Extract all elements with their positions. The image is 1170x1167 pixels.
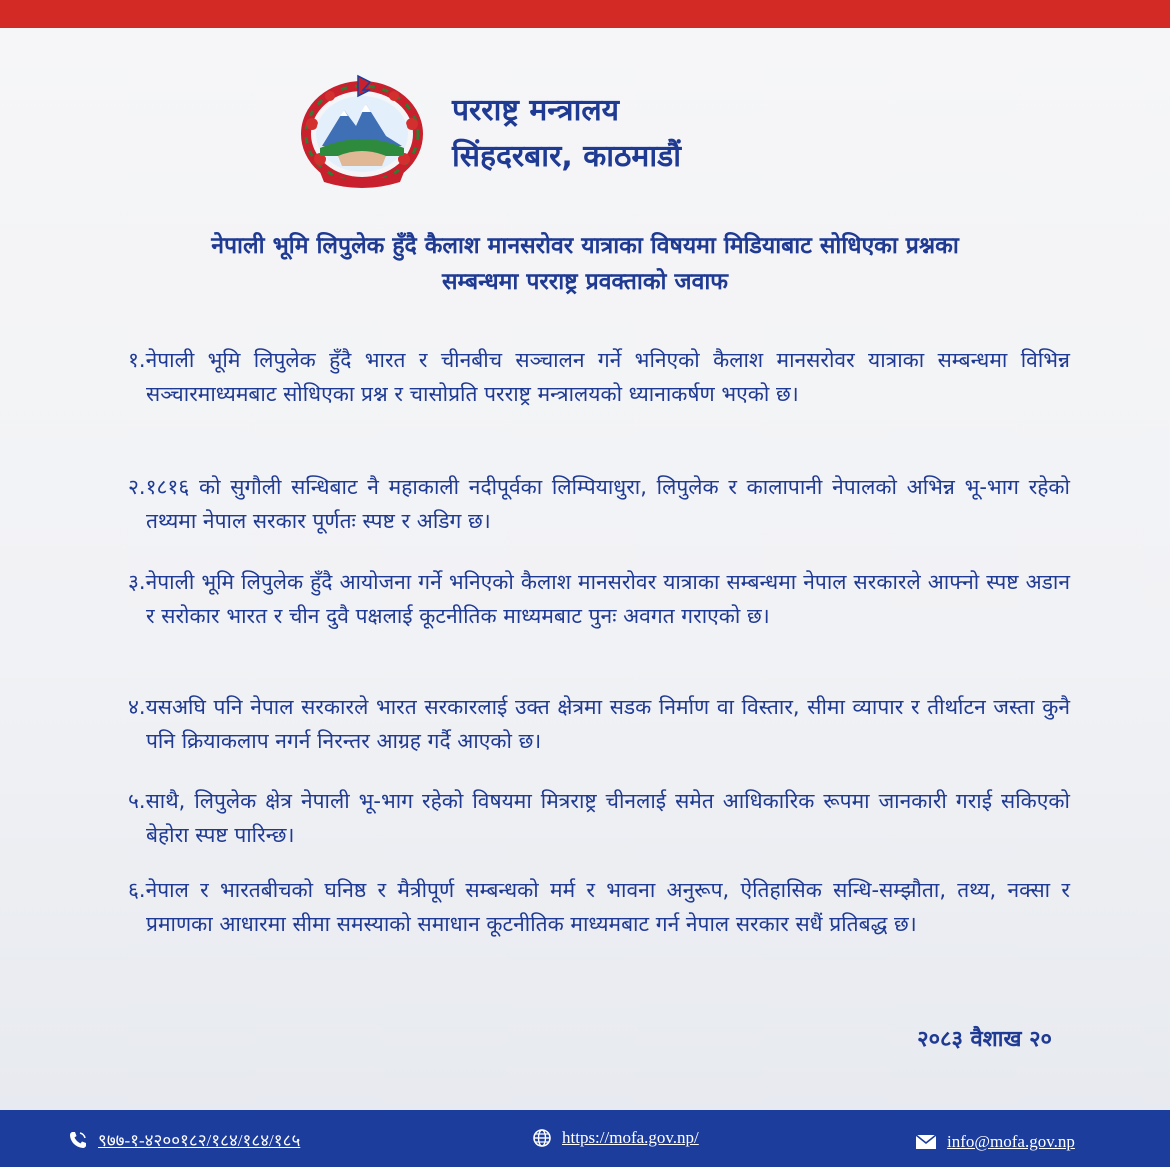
website-link[interactable]: https://mofa.gov.np/ — [562, 1128, 699, 1147]
document-title — [120, 228, 1050, 300]
title-line-1: नेपाली भूमि लिपुलेक हुँदै कैलाश मानसरोवर यात्राका विषयमा मिडियाबाट सोधिएका प्रश्नका — [211, 233, 959, 259]
phone-number: ९७७-१-४२००१८२/१८४/१८४/१८५ — [98, 1131, 301, 1150]
contact-footer — [0, 1110, 1170, 1167]
document-date: २०८३ वैशाख २० — [917, 1027, 1052, 1052]
title-line-2: सम्बन्धमा परराष्ट्र प्रवक्ताको जवाफ — [441, 269, 729, 295]
letterhead — [300, 74, 860, 194]
phone-contact — [68, 1128, 300, 1151]
website-contact[interactable] — [532, 1128, 699, 1148]
paragraph-1: १.नेपाली भूमि लिपुलेक हुँदै भारत र चीनबीच सञ्चालन गर्ने भनिएको कैलाश मानसरोवर यात्राका सम्बन्धमा विभिन्न सञ्चारमाध्यमबाट सोधिएका प्रश्न र चासोप्रति परराष्ट्र मन्त्रालयको ध्यानाकर्षण भएको छ। — [128, 348, 1070, 406]
ministry-address: सिंहदरबार, काठमाडौं — [452, 139, 681, 174]
paragraph-5: ५.साथै, लिपुलेक क्षेत्र नेपाली भू-भाग रहेको विषयमा मित्रराष्ट्र चीनलाई समेत आधिकारिक रूपमा जानकारी गराई सकिएको बेहोरा स्पष्ट पारिन्छ। — [128, 789, 1070, 847]
paragraph-4: ४.यसअघि पनि नेपाल सरकारले भारत सरकारलाई उक्त क्षेत्रमा सडक निर्माण वा विस्तार, सीमा व्यापार र तीर्थाटन जस्ता कुनै पनि क्रियाकलाप नगर्न निरन्तर आग्रह गर्दै आएको छ। — [128, 695, 1070, 753]
globe-icon — [532, 1128, 552, 1148]
mail-icon — [915, 1134, 937, 1150]
paragraph-2: २.१८१६ को सुगौली सन्धिबाट नै महाकाली नदीपूर्वका लिम्पियाधुरा, लिपुलेक र कालापानी नेपालको अभिन्न भू-भाग रहेको तथ्यमा नेपाल सरकार पूर्णतः स्पष्ट र अडिग छ। — [128, 475, 1070, 533]
phone-icon — [68, 1130, 88, 1150]
paragraph-6: ६.नेपाल र भारतबीचको घनिष्ठ र मैत्रीपूर्ण सम्बन्धको मर्म र भावना अनुरूप, ऐतिहासिक सन्धि-सम्झौता, तथ्य, नक्सा र प्रमाणका आधारमा सीमा समस्याको समाधान कूटनीतिक माध्यमबाट गर्न नेपाल सरकार सधैं प्रतिबद्ध छ। — [128, 878, 1070, 936]
nepal-emblem-icon — [300, 74, 426, 190]
email-contact[interactable] — [915, 1132, 1075, 1152]
ministry-name: परराष्ट्र मन्त्रालय — [452, 93, 620, 128]
email-link[interactable]: info@mofa.gov.np — [947, 1132, 1075, 1151]
top-red-bar — [0, 0, 1170, 28]
paragraph-3: ३.नेपाली भूमि लिपुलेक हुँदै आयोजना गर्ने भनिएको कैलाश मानसरोवर यात्राका सम्बन्धमा नेपाल सरकारले आफ्नो स्पष्ट अडान र सरोकार भारत र चीन दुवै पक्षलाई कूटनीतिक माध्यमबाट पुनः अवगत गराएको छ। — [128, 570, 1070, 628]
